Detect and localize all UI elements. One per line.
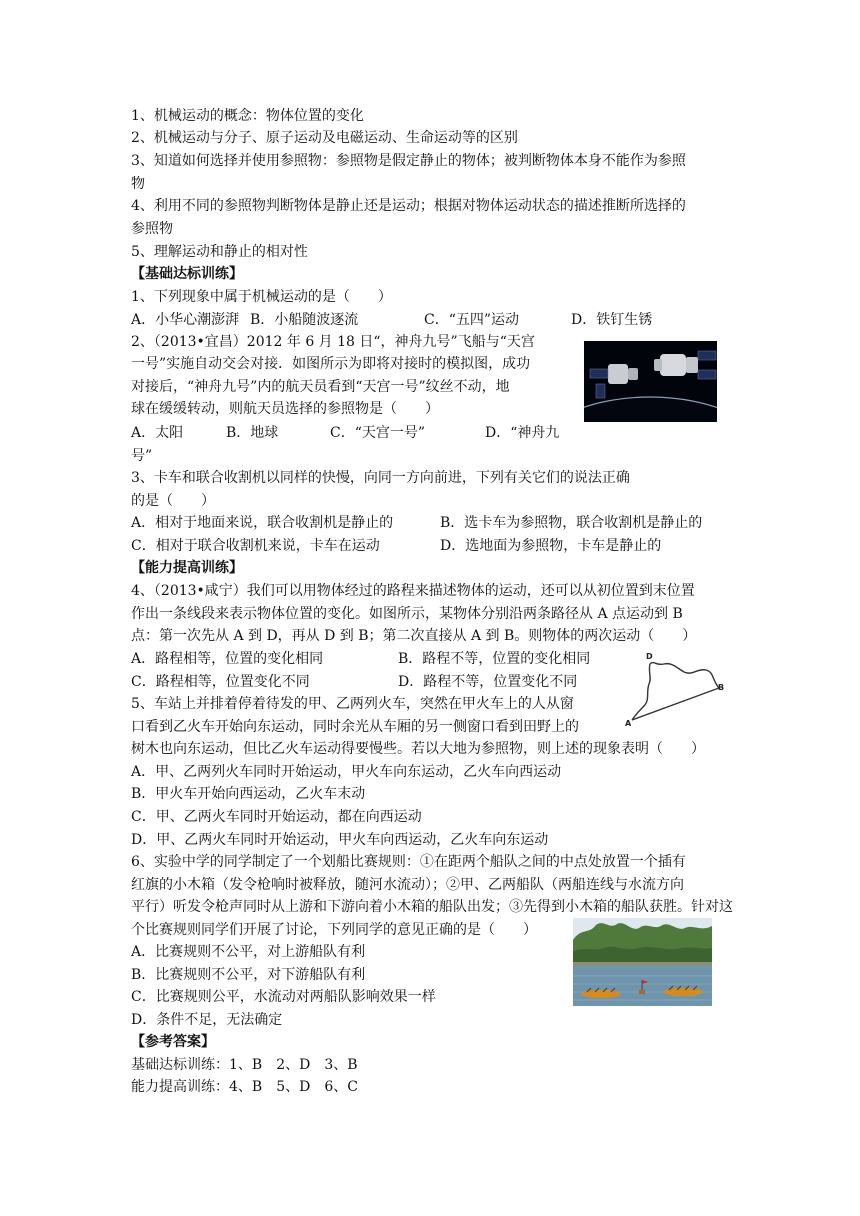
question-4-line: 作出一条线段来表示物体位置的变化。如图所示，某物体分别沿两条路径从 A 点运动到 B xyxy=(131,606,683,622)
question-2-option-c: C．“天宫一号” xyxy=(330,425,426,441)
question-5-line: 5、车站上并排着停着待发的甲、乙两列火车，突然在甲火车上的人从窗 xyxy=(131,696,574,712)
point-b-label: B xyxy=(718,683,725,692)
question-5-option-a: A．甲、乙两列火车同时开始运动，甲火车向东运动，乙火车向西运动 xyxy=(131,764,562,780)
question-6-line: 6、实验中学的同学制定了一个划船比赛规则：①在距两个船队之间的中点处放置一个插有 xyxy=(131,854,686,870)
section-basic-heading: 【基础达标训练】 xyxy=(131,266,243,282)
question-2-line: 对接后，“神舟九号”内的航天员看到“天宫一号”纹丝不动，地 xyxy=(131,379,510,395)
question-4-line: 点：第一次先从 A 到 D，再从 D 到 B；第二次直接从 A 到 B。则物体的两次运动（ ） xyxy=(131,628,697,644)
question-6-option-c: C．比赛规则公平，水流动对两船队影响效果一样 xyxy=(131,989,436,1005)
question-3-option-c: C．相对于联合收割机来说，卡车在运动 xyxy=(131,538,380,554)
section-answers-heading: 【参考答案】 xyxy=(131,1034,215,1050)
question-1-option-b: B．小船随波逐流 xyxy=(250,312,359,328)
question-3-option-d: D．选地面为参照物，卡车是静止的 xyxy=(440,538,662,554)
question-2-option-d: D．“神舟九 xyxy=(485,425,560,441)
question-1-stem: 1、下列现象中属于机械运动的是（ ） xyxy=(131,289,392,305)
question-2-line: 球在缓缓转动，则航天员选择的参照物是（ ） xyxy=(131,401,439,417)
question-4-option-b: B．路程不等，位置的变化相同 xyxy=(398,651,591,667)
question-1-option-c: C．“五四”运动 xyxy=(424,312,520,328)
question-5-line: 树木也向东运动，但比乙火车运动得要慢些。若以大地为参照物，则上述的现象表明（ ） xyxy=(131,741,705,757)
question-6-option-a: A．比赛规则不公平，对上游船队有利 xyxy=(131,944,366,960)
question-2-option-d-wrap: 号” xyxy=(131,448,153,464)
spacecraft-docking-image xyxy=(584,341,717,422)
question-2-line: 2、（2013•宜昌）2012 年 6 月 18 日“，神舟九号”飞船与“天宫 xyxy=(131,334,535,350)
question-3-option-b: B．选卡车为参照物，联合收割机是静止的 xyxy=(440,515,703,531)
question-6-option-d: D．条件不足，无法确定 xyxy=(131,1012,283,1028)
knowledge-line: 2、机械运动与分子、原子运动及电磁运动、生命运动等的区别 xyxy=(131,130,518,146)
knowledge-line: 物 xyxy=(131,176,145,192)
question-1-option-d: D．铁钉生锈 xyxy=(571,312,653,328)
question-4-line: 4、（2013•咸宁）我们可以用物体经过的路程来描述物体的运动，还可以从初位置到末位置 xyxy=(131,583,695,599)
rowing-race-photo xyxy=(573,918,712,1006)
question-2-line: 一号”实施自动交会对接．如图所示为即将对接时的模拟图，成功 xyxy=(131,356,531,372)
question-4-option-a: A．路程相等，位置的变化相同 xyxy=(131,651,324,667)
answers-basic: 基础达标训练：1、B 2、D 3、B xyxy=(131,1057,358,1073)
section-advanced-heading: 【能力提高训练】 xyxy=(131,560,243,576)
knowledge-line: 1、机械运动的概念：物体位置的变化 xyxy=(131,108,364,124)
question-6-line: 个比赛规则同学们开展了讨论，下列同学的意见正确的是（ ） xyxy=(131,922,537,938)
question-4-option-d: D．路程不等，位置变化不同 xyxy=(398,674,578,690)
question-6-line: 红旗的小木箱（发令枪响时被释放，随河水流动）；②甲、乙两船队（两船连线与水流方向 xyxy=(131,877,684,893)
question-5-option-b: B．甲火车开始向西运动，乙火车末动 xyxy=(131,786,366,802)
knowledge-line: 参照物 xyxy=(131,221,173,237)
question-6-line: 平行）听发令枪声同时从上游和下游向着小木箱的船队出发；③先得到小木箱的船队获胜。针对这 xyxy=(131,899,733,915)
path-diagram xyxy=(622,650,726,730)
question-5-option-d: D．甲、乙两火车同时开始运动，甲火车向西运动，乙火车向东运动 xyxy=(131,832,549,848)
question-5-line: 口看到乙火车开始向东运动，同时余光从车厢的另一侧窗口看到田野上的 xyxy=(131,719,579,735)
question-2-option-a: A．太阳 xyxy=(131,425,184,441)
question-6-option-b: B．比赛规则不公平，对下游船队有利 xyxy=(131,967,366,983)
question-2-option-b: B．地球 xyxy=(226,425,279,441)
question-3-line: 的是（ ） xyxy=(131,493,215,509)
point-d-label: D xyxy=(646,652,653,661)
question-4-option-c: C．路程相等，位置变化不同 xyxy=(131,674,310,690)
question-3-line: 3、卡车和联合收割机以同样的快慢，向同一方向前进，下列有关它们的说法正确 xyxy=(131,470,630,486)
answers-advanced: 能力提高训练：4、B 5、D 6、C xyxy=(131,1079,358,1095)
question-3-option-a: A．相对于地面来说，联合收割机是静止的 xyxy=(131,515,394,531)
point-a-label: A xyxy=(625,719,632,728)
question-1-option-a: A．小华心潮澎湃 xyxy=(131,312,240,328)
knowledge-line: 4、利用不同的参照物判断物体是静止还是运动；根据对物体运动状态的描述推断所选择的 xyxy=(131,198,686,214)
knowledge-line: 5、理解运动和静止的相对性 xyxy=(131,244,308,260)
path-line xyxy=(632,663,719,720)
question-5-option-c: C．甲、乙两火车同时开始运动，都在向西运动 xyxy=(131,809,422,825)
knowledge-line: 3、知道如何选择并使用参照物：参照物是假定静止的物体；被判断物体本身不能作为参照 xyxy=(131,153,686,169)
